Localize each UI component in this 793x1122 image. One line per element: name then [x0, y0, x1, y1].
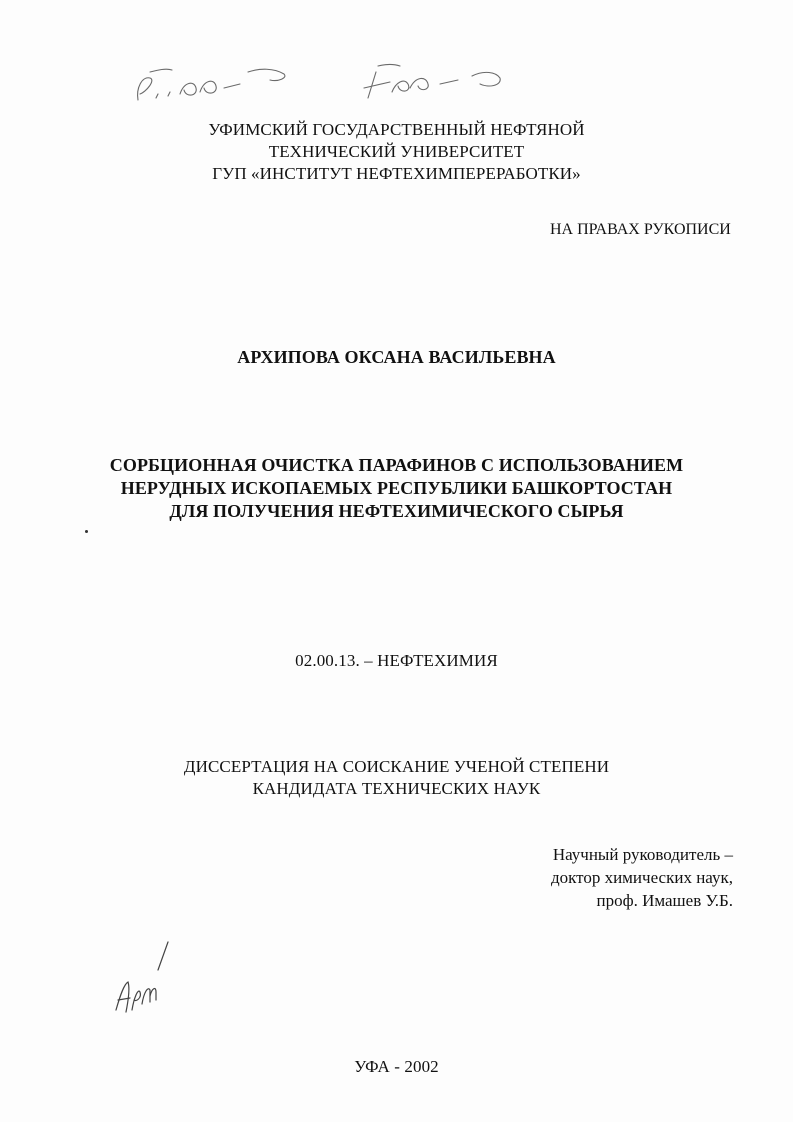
specialty-code: 02.00.13. – НЕФТЕХИМИЯ	[295, 651, 498, 670]
degree-line2: КАНДИДАТА ТЕХНИЧЕСКИХ НАУК	[252, 779, 541, 798]
institute-name: ГУП «ИНСТИТУТ НЕФТЕХИМПЕРЕРАБОТКИ»	[212, 164, 581, 183]
place-and-year: УФА - 2002	[354, 1057, 439, 1076]
supervisor-degree: доктор химических наук,	[550, 868, 733, 887]
university-name-line2: ТЕХНИЧЕСКИЙ УНИВЕРСИТЕТ	[268, 142, 525, 161]
ink-speck	[85, 530, 88, 533]
author-name: АРХИПОВА ОКСАНА ВАСИЛЬЕВНА	[237, 347, 556, 367]
university-name-line1: УФИМСКИЙ ГОСУДАРСТВЕННЫЙ НЕФТЯНОЙ	[208, 120, 585, 139]
degree-line1: ДИССЕРТАЦИЯ НА СОИСКАНИЕ УЧЕНОЙ СТЕПЕНИ	[183, 757, 610, 776]
supervisor-name: проф. Имашев У.Б.	[596, 891, 733, 910]
handwritten-signature	[106, 940, 196, 1035]
dissertation-title-line2: НЕРУДНЫХ ИСКОПАЕМЫХ РЕСПУБЛИКИ БАШКОРТОСТАН	[120, 478, 673, 498]
dissertation-title-line3: ДЛЯ ПОЛУЧЕНИЯ НЕФТЕХИМИЧЕСКОГО СЫРЬЯ	[169, 501, 624, 521]
dissertation-title-line1: СОРБЦИОННАЯ ОЧИСТКА ПАРАФИНОВ С ИСПОЛЬЗОВАНИЕМ	[109, 455, 684, 475]
handwritten-stamp	[128, 58, 528, 123]
manuscript-rights-note: НА ПРАВАХ РУКОПИСИ	[550, 221, 731, 238]
supervisor-block	[551, 843, 733, 912]
supervisor-role: Научный руководитель –	[552, 845, 733, 864]
